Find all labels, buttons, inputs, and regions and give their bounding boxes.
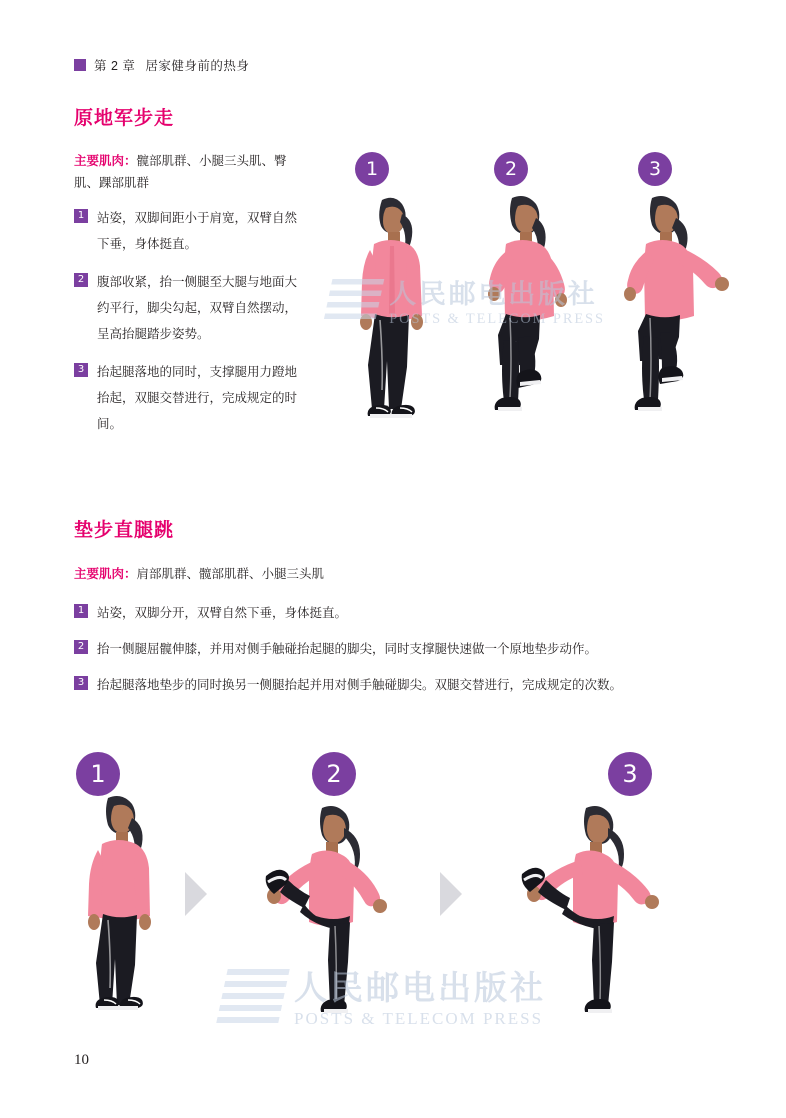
section-2-steps xyxy=(74,600,714,708)
exercise-photo-2-3 xyxy=(490,790,675,1030)
watermark-en: POSTS & TELECOM PRESS xyxy=(294,1009,544,1028)
sequence-arrow-icon-1 xyxy=(185,872,207,916)
chapter-header-text xyxy=(94,56,249,74)
section-title-1: 原地军步走 xyxy=(74,108,175,129)
section-1-steps xyxy=(74,205,299,449)
watermark-en: POSTS & TELECOM PRESS xyxy=(389,311,605,327)
step-number: 2 xyxy=(74,640,88,654)
section-1-muscles-label: 主要肌肉： xyxy=(74,154,137,168)
step-item xyxy=(74,359,299,437)
watermark-cn: 人民邮电出版社 xyxy=(294,968,546,1007)
figure-badge-2-2: 2 xyxy=(312,752,356,796)
step-text: 站姿，双脚间距小于肩宽，双臂自然下垂，身体挺直。 xyxy=(97,211,298,251)
figure-badge-2-3: 3 xyxy=(608,752,652,796)
section-2-muscles-value: 肩部肌群、髋部肌群、小腿三头肌 xyxy=(136,567,325,581)
exercise-photo-1-2 xyxy=(462,190,592,440)
chapter-title: 居家健身前的热身 xyxy=(145,59,250,73)
section-1-muscles xyxy=(74,150,304,194)
section-2-muscles xyxy=(74,563,574,585)
step-item xyxy=(74,672,714,698)
step-number: 1 xyxy=(74,209,88,223)
section-1-muscles-value: 髋部肌群、小腿三头肌、臀肌、踝部肌群 xyxy=(74,154,287,190)
step-item xyxy=(74,600,714,626)
chapter-number: 第 2 章 xyxy=(94,59,136,73)
figure-badge-2-1: 1 xyxy=(76,752,120,796)
figure-badge-1-2: 2 xyxy=(494,152,528,186)
page-number: 10 xyxy=(74,1052,89,1068)
exercise-photo-1-1 xyxy=(330,190,450,440)
step-text: 抬一侧腿屈髋伸膝，并用对侧手触碰抬起腿的脚尖，同时支撑腿快速做一个原地垫步动作。 xyxy=(97,642,598,656)
step-text: 站姿，双脚分开，双臂自然下垂，身体挺直。 xyxy=(97,606,348,620)
chapter-header xyxy=(74,56,249,74)
section-title-2: 垫步直腿跳 xyxy=(74,520,175,541)
figure-badge-1-1: 1 xyxy=(355,152,389,186)
step-number: 3 xyxy=(74,676,88,690)
step-number: 2 xyxy=(74,273,88,287)
chapter-marker-icon xyxy=(74,59,86,71)
step-item xyxy=(74,269,299,347)
step-item xyxy=(74,205,299,257)
figure-badge-1-3: 3 xyxy=(638,152,672,186)
watermark-cn: 人民邮电出版社 xyxy=(389,277,598,310)
step-text: 抬起腿落地的同时，支撑腿用力蹬地抬起，双腿交替进行，完成规定的时间。 xyxy=(97,365,298,431)
step-text: 腹部收紧，抬一侧腿至大腿与地面大约平行，脚尖勾起，双臂自然摆动，呈高抬腿踏步姿势。 xyxy=(97,275,298,341)
step-number: 1 xyxy=(74,604,88,618)
exercise-photo-2-2 xyxy=(230,790,405,1030)
step-item xyxy=(74,636,714,662)
sequence-arrow-icon-2 xyxy=(440,872,462,916)
exercise-photo-1-3 xyxy=(600,190,750,440)
step-number: 3 xyxy=(74,363,88,377)
section-2-muscles-label: 主要肌肉： xyxy=(74,567,137,581)
exercise-photo-2-1 xyxy=(60,790,180,1030)
step-text: 抬起腿落地垫步的同时换另一侧腿抬起并用对侧手触碰脚尖。双腿交替进行，完成规定的次数。 xyxy=(97,678,623,692)
